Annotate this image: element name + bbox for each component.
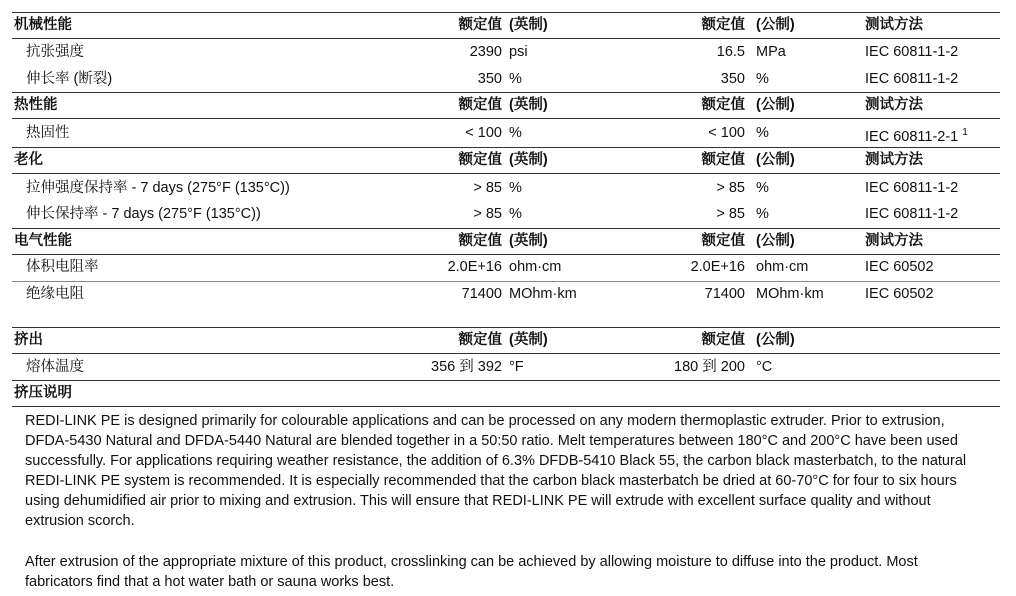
col-metric: (公制) xyxy=(756,233,795,249)
value-english: 2390 xyxy=(469,44,502,60)
value-english: > 85 xyxy=(473,180,502,196)
value-english: 71400 xyxy=(461,286,502,302)
unit-metric: % xyxy=(756,125,769,141)
property-name: 伸长保持率 - 7 days (275°F (135°C)) xyxy=(26,206,261,222)
unit-metric: % xyxy=(756,71,769,87)
value-english: 2.0E+16 xyxy=(447,259,502,275)
divider xyxy=(12,254,1000,255)
test-method-text: IEC 60811-2-1 xyxy=(865,129,959,145)
value-english: < 100 xyxy=(465,125,502,141)
test-method: IEC 60502 xyxy=(865,286,934,302)
divider xyxy=(12,147,1000,148)
unit-english: MOhm·km xyxy=(509,286,577,302)
col-metric: (公制) xyxy=(756,97,795,113)
test-method: IEC 60811-1-2 xyxy=(865,71,959,87)
value-english: 356 到 392 xyxy=(431,359,502,375)
unit-metric: °C xyxy=(756,359,773,375)
property-name: 体积电阻率 xyxy=(26,259,99,275)
value-english: 350 xyxy=(477,71,502,87)
unit-english: °F xyxy=(509,359,524,375)
unit-english: % xyxy=(509,206,522,222)
test-method xyxy=(865,123,968,147)
value-metric: 2.0E+16 xyxy=(690,259,745,275)
value-metric: > 85 xyxy=(716,206,745,222)
col-nominal-si: 额定值 xyxy=(701,152,745,168)
col-nominal-en: 额定值 xyxy=(458,233,502,249)
footnote-marker: 1 xyxy=(962,127,968,138)
notes-paragraph-1: REDI-LINK PE is designed primarily for colourable applications and can be processed on any modern thermoplastic extruder. Prior to extrusion, DFDA-5430 Natural and DFDA-5440 Natural are blended together in a 50:50 ratio. Melt temperatures between 180°C and 200°C have been used successfully. For applications requiring weather resistance, the addition of 6.3% DFDB-5410 Black 55, the carbon black masterbatch, to the natural REDI-LINK PE system is recommended. It is especially recommended that the carbon black masterbatch be dried at 60-70°C for four to six hours using dehumidified air prior to mixing and extrusion. This will ensure that REDI-LINK PE will extrude with excellent surface quality and without extrusion scorch. xyxy=(25,413,967,529)
test-method: IEC 60811-1-2 xyxy=(865,44,959,60)
col-nominal-en: 额定值 xyxy=(458,152,502,168)
col-english: (英制) xyxy=(509,332,548,348)
divider xyxy=(12,327,1000,328)
test-method: IEC 60811-1-2 xyxy=(865,180,959,196)
property-name: 伸长率 (断裂) xyxy=(26,71,113,87)
value-metric: < 100 xyxy=(708,125,745,141)
section-title: 热性能 xyxy=(14,97,58,113)
section-title: 机械性能 xyxy=(14,17,72,33)
col-nominal-si: 额定值 xyxy=(701,332,745,348)
divider xyxy=(12,118,1000,119)
test-method: IEC 60502 xyxy=(865,259,934,275)
divider xyxy=(12,12,1000,13)
col-metric: (公制) xyxy=(756,332,795,348)
divider xyxy=(12,92,1000,93)
unit-english: % xyxy=(509,71,522,87)
col-nominal-en: 额定值 xyxy=(458,332,502,348)
property-name: 抗张强度 xyxy=(26,44,84,60)
section-title: 挤压说明 xyxy=(14,385,72,401)
col-metric: (公制) xyxy=(756,152,795,168)
test-method: IEC 60811-1-2 xyxy=(865,206,959,222)
col-english: (英制) xyxy=(509,97,548,113)
divider xyxy=(12,173,1000,174)
value-metric: > 85 xyxy=(716,180,745,196)
unit-english: psi xyxy=(509,44,528,60)
col-test-method: 测试方法 xyxy=(865,152,923,168)
unit-metric: MPa xyxy=(756,44,786,60)
unit-metric: MOhm·km xyxy=(756,286,824,302)
value-metric: 16.5 xyxy=(716,44,745,60)
divider xyxy=(12,228,1000,229)
section-title: 电气性能 xyxy=(14,233,72,249)
divider xyxy=(12,380,1000,381)
section-title: 挤出 xyxy=(14,332,43,348)
value-metric: 350 xyxy=(720,71,745,87)
value-metric: 71400 xyxy=(704,286,745,302)
divider xyxy=(12,38,1000,39)
unit-metric: ohm·cm xyxy=(756,259,809,275)
col-english: (英制) xyxy=(509,152,548,168)
value-english: > 85 xyxy=(473,206,502,222)
col-nominal-si: 额定值 xyxy=(701,97,745,113)
property-name: 熔体温度 xyxy=(26,359,84,375)
col-test-method: 测试方法 xyxy=(865,97,923,113)
col-english: (英制) xyxy=(509,17,548,33)
col-nominal-en: 额定值 xyxy=(458,17,502,33)
col-nominal-si: 额定值 xyxy=(701,233,745,249)
value-metric: 180 到 200 xyxy=(674,359,745,375)
col-test-method: 测试方法 xyxy=(865,17,923,33)
divider xyxy=(12,353,1000,354)
property-name: 热固性 xyxy=(26,125,70,141)
divider xyxy=(12,406,1000,407)
col-test-method: 测试方法 xyxy=(865,233,923,249)
notes-paragraph-2: After extrusion of the appropriate mixture of this product, crosslinking can be achieved by allowing moisture to diffuse into the product. Most fabricators find that a hot water bath or sauna works best. xyxy=(25,554,918,590)
property-name: 绝缘电阻 xyxy=(26,286,84,302)
divider xyxy=(12,281,1000,282)
col-nominal-en: 额定值 xyxy=(458,97,502,113)
unit-metric: % xyxy=(756,180,769,196)
col-english: (英制) xyxy=(509,233,548,249)
unit-english: % xyxy=(509,180,522,196)
unit-metric: % xyxy=(756,206,769,222)
unit-english: % xyxy=(509,125,522,141)
property-name: 拉伸强度保持率 - 7 days (275°F (135°C)) xyxy=(26,180,290,196)
section-title: 老化 xyxy=(14,152,43,168)
col-metric: (公制) xyxy=(756,17,795,33)
col-nominal-si: 额定值 xyxy=(701,17,745,33)
unit-english: ohm·cm xyxy=(509,259,562,275)
